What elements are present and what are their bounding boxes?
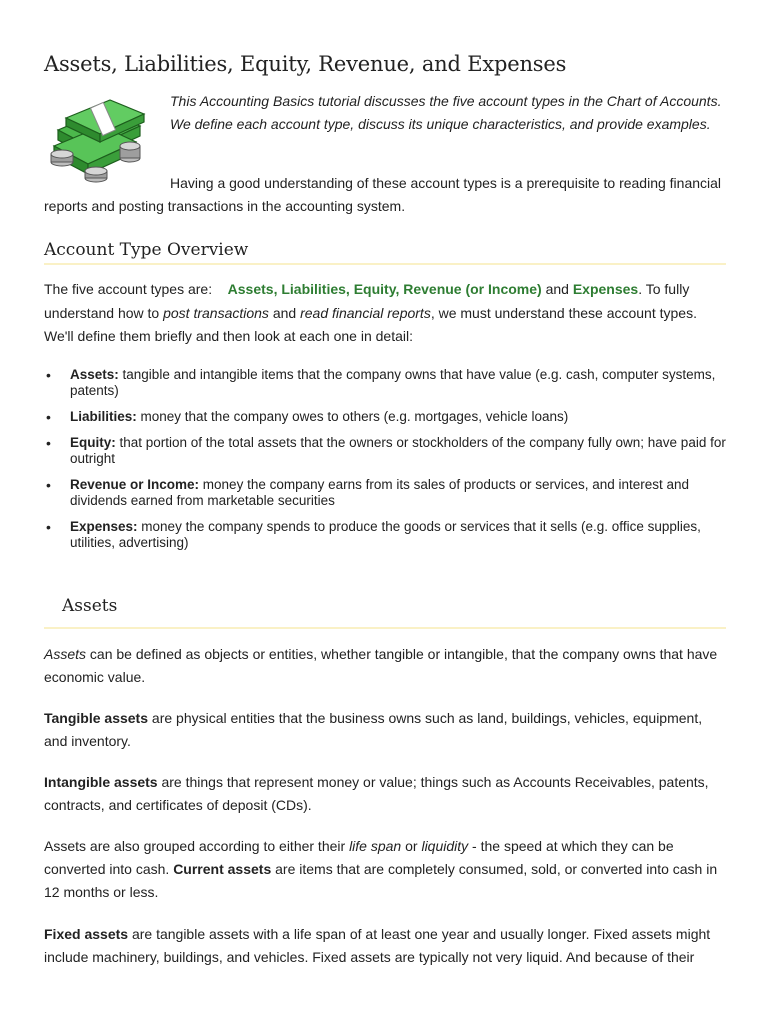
list-item-text: that portion of the total assets that the owners or stockholders of the company fully own; have paid for outright [70, 435, 726, 466]
life-span-text: life span [349, 838, 402, 854]
asset-grouping-paragraph [44, 835, 726, 904]
page-title: Assets, Liabilities, Equity, Revenue, and Expenses [44, 52, 567, 76]
list-item [44, 519, 726, 551]
post-transactions-text: post transactions [163, 304, 269, 321]
assets-heading: Assets [62, 596, 118, 616]
intro-paragraph [170, 90, 730, 135]
and-text: and [541, 281, 573, 297]
list-item-text: money the company spends to produce the goods or services that it sells (e.g. office supplies, utilities, advertising) [70, 519, 701, 550]
fixed-assets-term: Fixed assets [44, 926, 129, 942]
grouping-text-2: - the speed at which they can be converted into cash. [44, 838, 674, 877]
current-assets-term: Current assets [173, 861, 272, 877]
list-item [44, 477, 726, 509]
list-item-term: Revenue or Income: [70, 477, 200, 492]
liquidity-text: liquidity [421, 838, 469, 854]
money-stack-icon [44, 96, 154, 184]
section-divider [44, 263, 726, 265]
grouping-text: Assets are also grouped according to either their [44, 838, 350, 854]
current-assets-text: are items that are completely consumed, sold, or converted into cash in 12 months or less. [44, 861, 718, 900]
list-item-text: tangible and intangible items that the company owns that have value (e.g. cash, computer systems, patents) [70, 367, 716, 398]
list-item [44, 435, 726, 467]
list-item-term: Expenses: [70, 519, 138, 534]
intro2-text: Having a good understanding of these account types is a prerequisite to reading financial reports and posting transactions in the accounting system. [44, 175, 722, 214]
account-types-list [44, 367, 726, 561]
overview-end-text: , we must understand these account types. We'll define them briefly and then look at each one in detail: [44, 304, 697, 344]
intangible-assets-paragraph [44, 771, 726, 817]
list-item-text: money that the company owes to others (e.g. mortgages, vehicle loans) [136, 409, 569, 424]
section-divider [44, 627, 726, 629]
list-item-term: Liabilities: [70, 409, 137, 424]
expenses-highlight: Expenses [572, 281, 639, 297]
account-types-highlight: Assets, Liabilities, Equity, Revenue (or Income) [227, 281, 542, 297]
list-item-term: Assets: [70, 367, 119, 382]
list-item [44, 409, 726, 425]
and-text-2: and [268, 304, 301, 321]
assets-term: Assets [44, 646, 87, 662]
intro-paragraph-2 [44, 172, 726, 218]
intro-text: This Accounting Basics tutorial discusses the five account types in the Chart of Accounts. We define each account type, discuss its unique characteristics, and provide examples. [170, 93, 722, 132]
overview-intro-text: The five account types are: [44, 281, 213, 297]
tangible-assets-term: Tangible assets [44, 710, 149, 726]
read-financial-reports-text: read financial reports [300, 304, 431, 321]
assets-definition: can be defined as objects or entities, whether tangible or intangible, that the company owns that have economic value. [44, 646, 718, 685]
list-item [44, 367, 726, 399]
intangible-assets-text: are things that represent money or value; things such as Accounts Receivables, patents, contracts, and certificates of deposit (CDs). [44, 774, 709, 813]
assets-paragraph-1 [44, 643, 726, 689]
overview-heading: Account Type Overview [44, 240, 249, 260]
overview-paragraph [44, 278, 726, 349]
tangible-assets-text: are physical entities that the business owns such as land, buildings, vehicles, equipment, and inventory. [44, 710, 703, 749]
fixed-assets-paragraph [44, 923, 726, 969]
list-item-term: Equity: [70, 435, 116, 450]
or-text: or [401, 838, 422, 854]
fixed-assets-text: are tangible assets with a life span of at least one year and usually longer. Fixed assets might include machinery, buildings, and vehicles. Fixed assets are typically not very liquid. And because of their [44, 926, 711, 965]
list-item-text: money the company earns from its sales of products or services, and interest and dividends earned from marketable securities [70, 477, 690, 508]
overview-mid-text: . To fully understand how to [44, 281, 690, 321]
tangible-assets-paragraph [44, 707, 726, 753]
intangible-assets-term: Intangible assets [44, 774, 158, 790]
